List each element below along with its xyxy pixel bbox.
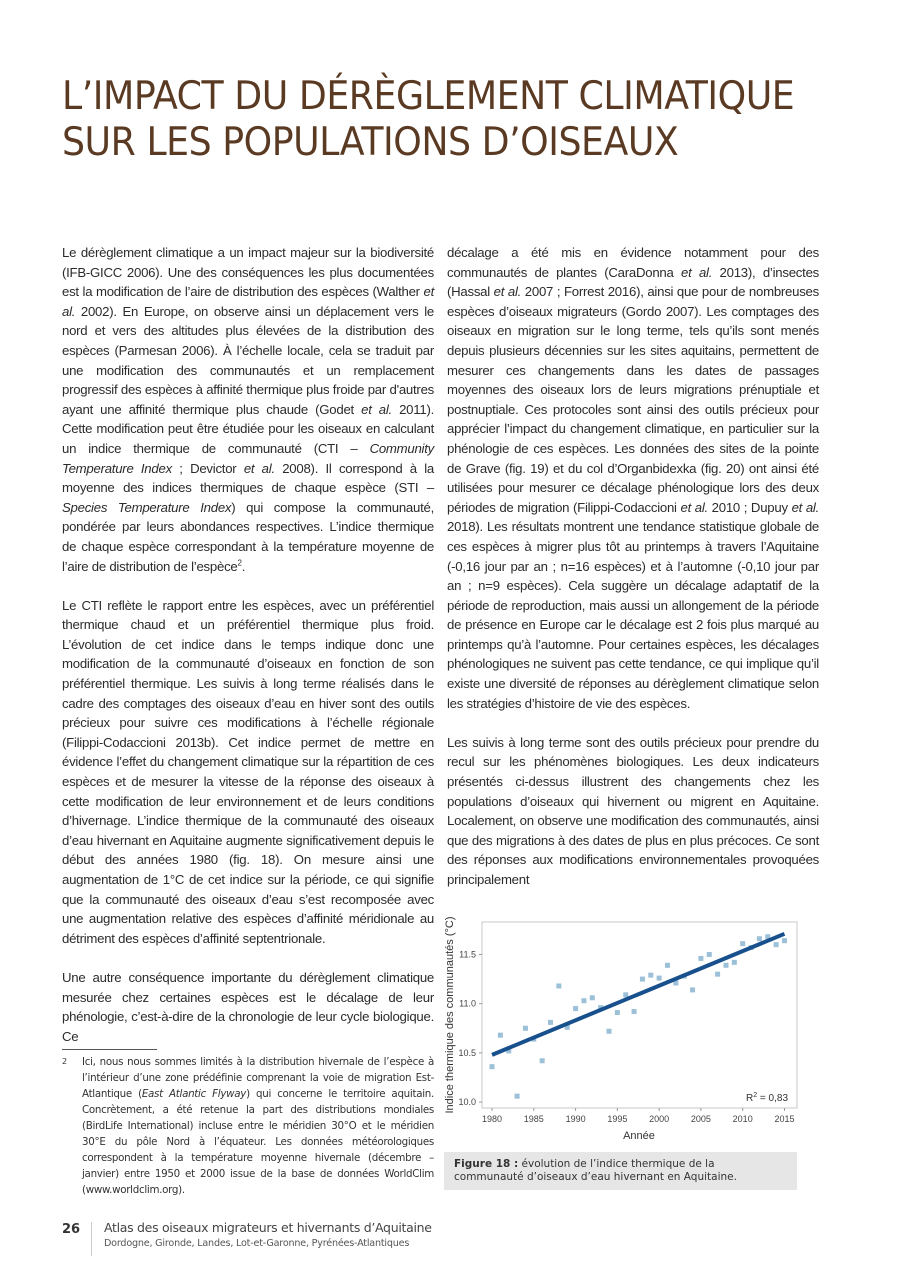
data-point — [640, 977, 645, 982]
x-tick-label: 1995 — [607, 1114, 628, 1124]
data-point — [723, 963, 728, 968]
figure-caption-text: évolution de l’indice thermique de la communauté d’oiseaux d’eau hivernant en Aquitaine. — [454, 1158, 737, 1183]
figure-caption-label: Figure 18 : — [454, 1158, 519, 1170]
figure-caption — [444, 1152, 797, 1190]
footer-divider — [91, 1222, 92, 1256]
x-tick-label: 2015 — [774, 1114, 795, 1124]
text-run: Le dérèglement climatique a un impact majeur sur la biodiversité (IFB-GICC 2006). Une des conséquences les plus documentées est la modification de l’aire de distribution des espèces (Walther — [62, 245, 434, 300]
text-run: 2008). Il correspond à la moyenne des indices thermiques de chaque espèce (STI – — [62, 460, 434, 496]
paragraph: Les suivis à long terme sont des outils précieux pour prendre du recul sur les phénomènes biologiques. Les deux indicateurs présentés ci-dessus illustrent des changements chez les populations d’oiseaux qui hivernent ou migrent en Aquitaine. Localement, on observe une modification des communautés, ainsi que des migrations à des dates de plus en plus précoces. Ce sont des réponses aux modifications environnementales provoquées principalement — [447, 734, 819, 887]
data-point — [782, 938, 787, 943]
italic-text: et al. — [361, 401, 392, 417]
title-line-2: SUR LES POPULATIONS D’OISEAUX — [62, 120, 679, 165]
data-point — [740, 941, 745, 946]
text-run: . — [241, 558, 246, 574]
footnote — [62, 1054, 434, 1198]
italic-text: Community Temperature Index — [62, 440, 434, 476]
figure-18-chart — [440, 912, 810, 1152]
data-point — [573, 1006, 578, 1011]
italic-text: et al. — [493, 284, 522, 300]
text-run: 2011). Cette modification peut être étudiée pour les oiseaux en calculant un indice thermique de communauté (CTI – — [62, 401, 435, 456]
text-run: 2007 ; Forrest 2016), ainsi que pour de nombreuses espèces d’oiseaux migrateurs (Gordo 2007). Les comptages des oiseaux en migration sur le long terme, tels qu’ils sont menés depuis plusieurs décennies sur les sites aquitains, permettent de mesurer ces changements dans les dates de passages moyennes des oiseaux lors de leurs migrations prénuptiale et postnuptiale. Ces protocoles sont ainsi des outils précieux pour apprécier l’impact du changement climatique, en particulier sur la phénologie de ces espèces. Les données des sites de la pointe de Grave (fig. 19) et du col d’Organbidexka (fig. 20) ont ainsi été utilisées pour mesurer ce décalage phénologique lors des deux périodes de migration (Filippi-Codaccioni — [447, 284, 819, 515]
x-tick-label: 1980 — [482, 1114, 503, 1124]
text-run: ; Devictor — [171, 460, 244, 476]
italic-text: East Atlantic Flyway — [141, 1088, 247, 1100]
y-axis-label: Indice thermique des communautés (°C) — [444, 916, 456, 1114]
paragraph: Le CTI reflète le rapport entre les espèces, avec un préférentiel thermique chaud et un préférentiel thermique plus froid. L’évolution de cet indice dans le temps indique donc une modification de la communauté d’oiseaux en fonction de son préférentiel thermique. Les suivis à long terme réalisés dans le cadre des comptages des oiseaux d’eau en hiver sont des outils précieux pour suivre ces modifications à l’échelle régionale (Filippi-Codaccioni 2013b). Cet indice permet de mettre en évidence l’effet du changement climatique sur la répartition de ces espèces et de mesurer la vitesse de la réponse des oiseaux à cette modification de leur environnement et de leurs conditions d’hivernage. L’indice thermique de la communauté des oiseaux d’eau hivernant en Aquitaine augmente significativement depuis le début des années 1980 (fig. 18). On mesure ainsi une augmentation de 1°C de cet indice sur la période, ce qui signifie que la communauté des oiseaux d’eau s’est recomposée avec une augmentation relative des espèces d’affinité méridionale au détriment des espèces d’affinité septentrionale. — [62, 597, 434, 946]
data-point — [715, 972, 720, 977]
footnote-text — [82, 1054, 434, 1198]
italic-text: Species Temperature Index — [62, 499, 232, 515]
data-point — [498, 1033, 503, 1038]
paragraph: Une autre conséquence importante du dérèglement climatique mesurée chez certaines espèces est le décalage de leur phénologie, c’est-à-dire de la chronologie de leur cycle biologique. Ce — [62, 969, 434, 1044]
x-tick-label: 2005 — [690, 1114, 711, 1124]
x-tick-label: 2010 — [732, 1114, 753, 1124]
y-tick-label: 11.0 — [459, 998, 476, 1009]
data-point — [556, 983, 561, 988]
text-run: 2010 ; Dupuy — [707, 499, 792, 515]
paragraph — [62, 243, 434, 576]
page-title — [62, 74, 794, 166]
data-point — [665, 963, 670, 968]
data-point — [648, 973, 653, 978]
text-run: ) qui compose la communauté, pondérée par leurs abondances respectives. L’indice thermique de chaque espèce correspondant à la température moyenne de l’aire de distribution de l’espèce — [62, 499, 434, 574]
data-point — [774, 942, 779, 947]
left-column — [62, 243, 434, 1066]
italic-text: et al. — [681, 264, 713, 280]
text-run: ) qui concerne le territoire aquitain. Concrètement, a été retenue la part des distributions mondiales (BirdLife International) incluse entre le méridien 30°O et le méridien 30°E du pôle Nord à l’équateur. Les données météorologiques correspondent à la température moyenne hivernale (décembre – janvier) entre 1950 et 2000 issue de la base de données WorldClim (www.worldclim.org). — [82, 1088, 434, 1196]
paragraph — [447, 243, 819, 713]
y-tick-label: 10.5 — [458, 1047, 476, 1058]
data-point — [540, 1058, 545, 1063]
italic-text: et al. — [62, 284, 434, 319]
text-run: 2018). Les résultats montrent une tendance statistique globale de ces espèces à migrer plus tôt au printemps à travers l’Aquitaine (-0,16 jour par an ; n=16 espèces) et à l’automne (-0,10 jour par an ; n=9 espèces). Cela suggère un décalage adaptatif de la période de reproduction, mais aussi un allongement de la période de présence en Europe car le décalage est 2 fois plus marqué au printemps qu’à l’automne. Pour certaines espèces, les décalages phénologiques ne suivent pas cette tendance, ce qui implique qu’il existe une diversité de réponses au dérèglement climatique selon les stratégies d’histoire de vie des espèces. — [447, 519, 819, 711]
data-point — [623, 992, 628, 997]
right-column — [447, 243, 819, 909]
data-point — [581, 998, 586, 1003]
x-tick-label: 1985 — [523, 1114, 544, 1124]
data-point — [607, 1029, 612, 1034]
y-tick-label: 11.5 — [459, 949, 476, 960]
text-run: 2013), d’insectes (Hassal — [447, 264, 819, 300]
footer-book-title: Atlas des oiseaux migrateurs et hivernants d’Aquitaine — [104, 1220, 432, 1235]
text-run: décalage a été mis en évidence notamment pour des communautés de plantes (CaraDonna — [447, 245, 819, 280]
data-point — [698, 956, 703, 961]
r-squared-annotation: $R^2 = 0,83$ — [746, 1092, 788, 1104]
data-point — [657, 976, 662, 981]
x-tick-label: 2000 — [649, 1114, 670, 1124]
x-axis-label: Année — [623, 1130, 655, 1142]
x-tick-label: 1990 — [565, 1114, 586, 1124]
data-point — [490, 1064, 495, 1069]
data-point — [690, 987, 695, 992]
data-point — [523, 1026, 528, 1031]
text-run: 2002). En Europe, on observe ainsi un déplacement vers le nord et vers des altitudes plus élevées de la distribution des espèces (Parmesan 2006). À l’échelle locale, cela se traduit par une modification des communautés et un remplacement progressif des espèces à affinité thermique plus froide par d'autres ayant une affinité thermique plus chaude (Godet — [62, 303, 434, 417]
data-point — [515, 1094, 520, 1099]
footnote-number: 2 — [62, 1057, 67, 1066]
data-point — [757, 936, 762, 941]
y-tick-label: 10.0 — [458, 1097, 476, 1108]
data-point — [707, 952, 712, 957]
data-point — [632, 1009, 637, 1014]
data-point — [590, 995, 595, 1000]
text-run: Ici, nous nous sommes limités à la distribution hivernale de l’espèce à l’intérieur d’une zone prédéfinie comprenant la voie de migration Est-Atlantique ( — [82, 1056, 434, 1100]
data-point — [732, 960, 737, 965]
italic-text: et al. — [680, 499, 708, 515]
data-point — [615, 1010, 620, 1015]
footnote-divider — [62, 1049, 157, 1050]
italic-text: et al. — [243, 460, 275, 476]
footnote-ref: 2 — [237, 558, 242, 568]
data-point — [548, 1020, 553, 1025]
page-number: 26 — [62, 1222, 81, 1237]
italic-text: et al. — [791, 499, 819, 515]
footer-book-subtitle: Dordogne, Gironde, Landes, Lot-et-Garonne, Pyrénées-Atlantiques — [104, 1238, 410, 1249]
title-line-1: L’IMPACT DU DÉRÈGLEMENT CLIMATIQUE — [62, 74, 795, 119]
